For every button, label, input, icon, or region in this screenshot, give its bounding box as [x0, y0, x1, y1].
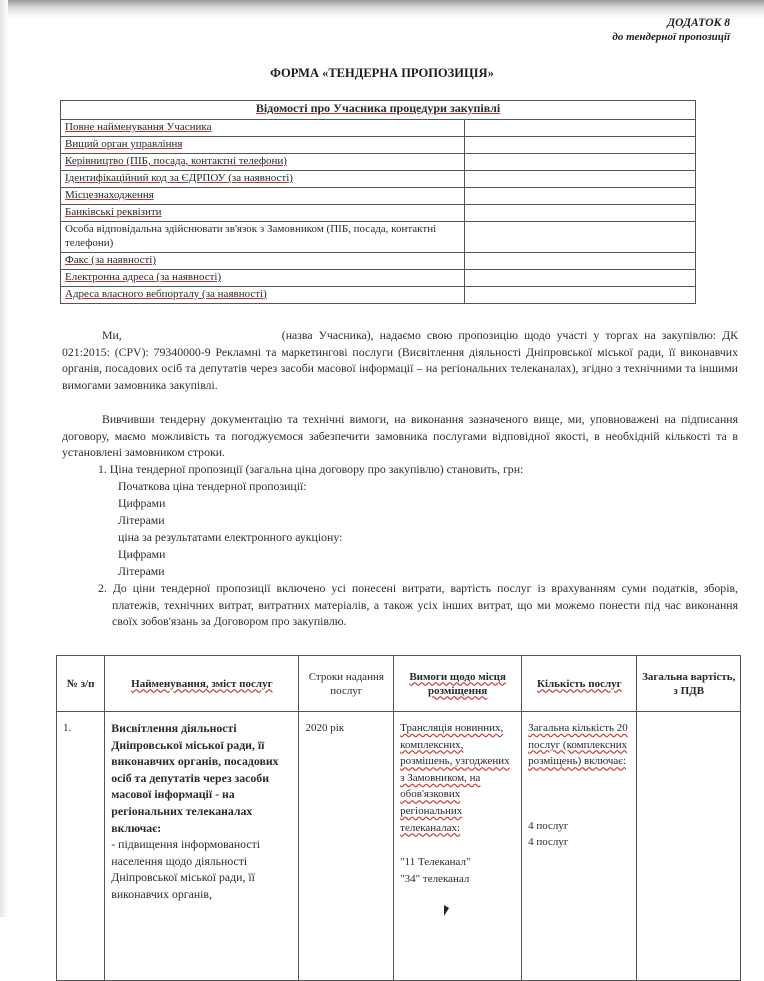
row-value[interactable]: [465, 137, 696, 154]
row-quantity-cell: [522, 712, 637, 981]
letters-label: Літерами: [118, 513, 165, 527]
row-label: Факс (за наявності): [65, 254, 157, 266]
services-table-header: [57, 656, 741, 712]
row-value[interactable]: [465, 171, 696, 188]
table-row: [61, 270, 696, 287]
table-row: [61, 154, 696, 171]
table-row: [61, 205, 696, 222]
price-item: 1. Ціна тендерної пропозиції (загальна ціна договору про закупівлю) становить, грн:: [98, 462, 524, 476]
annex-header: [612, 16, 730, 44]
digits-label: Цифрами: [118, 496, 166, 510]
row-placement-cell: [394, 712, 522, 981]
row-label: Банківські реквізити: [65, 206, 162, 218]
row-label: Адреса власного вебпорталу (за наявності): [65, 288, 267, 300]
row-number: 1.: [57, 712, 105, 981]
intro-text: (назва Учасника), надаємо свою пропозицію щодо участі у торгах на закупівлю: ДК 021:2015: (CPV): 79340000-9 Рекламні та маркетингові послуги (Висвітлення діяльності Дніпровської міської ради, її виконавчих органів, посадових осіб та депутатів через засоби масової інформації – на регіональних телеканалах), згідно з технічними та іншими вимогами замовника закупівлі.: [62, 328, 738, 392]
letters-label-2: Літерами: [118, 564, 165, 578]
channel-34: "34" телеканал: [400, 872, 470, 885]
table-row: [57, 712, 741, 981]
row-value[interactable]: [465, 154, 696, 171]
initial-price-label: Початкова ціна тендерної пропозиції:: [118, 479, 307, 493]
quantity-text: Загальна кількість 20 послуг (комплексних розміщень) включає:: [528, 722, 628, 768]
row-label: Особа відповідальна здійснювати зв'язок з Замовником (ПІБ, посада, контактні телефони): [65, 223, 437, 249]
service-name: Висвітлення діяльності Дніпровської міської ради, її виконавчих органів, посадових осіб та депутатів через засоби масової інформації - на регіональних телеканалах включає:: [111, 721, 279, 835]
placement-text: Трансляція новинних, комплексних, розмішень, узгоджених з Замовником, на обов'язкових регіональних телеканалах:: [400, 722, 510, 834]
digits-label-2: Цифрами: [118, 547, 166, 561]
quantity-11: 4 послуг: [528, 819, 569, 832]
intro-we: Ми,: [102, 328, 122, 342]
row-term: 2020 рік: [299, 712, 394, 981]
row-label: Повне найменування Учасника: [65, 121, 212, 133]
row-value[interactable]: [465, 270, 696, 287]
auction-price-label: ціна за результатами електронного аукціону:: [118, 530, 343, 544]
row-total[interactable]: [637, 712, 741, 981]
col-total: Загальна вартість, з ПДВ: [642, 670, 736, 697]
row-value[interactable]: [465, 253, 696, 270]
agreement-paragraph: Вивчивши тендерну документацію та технічні вимоги, на виконання зазначеного вище, ми, уповноважені на підписання договору, маємо можливість та погоджуємося забезпечити замовника послугами відповідної якості, в необхідній кількості та в установлені замовником строки.: [62, 412, 738, 460]
mouse-cursor-icon: [444, 905, 449, 916]
table-row: [61, 137, 696, 154]
annex-label: ДОДАТОК 8: [667, 17, 730, 29]
table-row: [61, 171, 696, 188]
col-number: № з/п: [57, 656, 105, 712]
row-label: Місцезнаходження: [65, 189, 154, 201]
participant-info-table: [60, 100, 696, 304]
row-value[interactable]: [465, 120, 696, 137]
table-row: [61, 120, 696, 137]
row-name-cell: [105, 712, 299, 981]
row-label: Керівництво (ПІБ, посада, контактні телефони): [65, 155, 287, 167]
quantity-34: 4 послуг: [528, 836, 569, 849]
row-label: Вищий орган управління: [65, 138, 183, 150]
table-row: [61, 253, 696, 270]
col-quantity: Кількість послуг: [536, 677, 622, 690]
service-description: - підвищення інформованості населення щодо діяльності Дніпровської міської ради, її виконавчих органів,: [111, 837, 260, 901]
channel-11: "11 Телеканал": [400, 856, 471, 869]
window-left-shadow: [0, 0, 8, 917]
annex-subtitle: до тендерної пропозиції: [612, 31, 730, 43]
row-value[interactable]: [465, 205, 696, 222]
col-name: Найменування, зміст послуг: [131, 677, 273, 690]
participant-table-title: Відомості про Учасника процедури закупівлі: [255, 101, 501, 115]
row-value[interactable]: [465, 188, 696, 205]
col-placement: Вимоги щодо місця розміщення: [409, 670, 506, 697]
intro-paragraph: [62, 327, 738, 393]
table-row: [61, 188, 696, 205]
table-row: [61, 287, 696, 304]
costs-item: 2. До ціни тендерної пропозиції включено усі понесені витрати, вартість послуг із врахуванням суми податків, зборів, платежів, технічних витрат, витратних матеріалів, а також усіх інших витрат, що ми можемо понести під час виконання своїх зобов'язань за Договором про закупівлю.: [98, 581, 738, 629]
participant-table-header: [61, 101, 696, 120]
row-label: Ідентифікаційний код за ЄДРПОУ (за наявності): [65, 172, 293, 184]
services-table: [56, 655, 741, 981]
row-value[interactable]: [465, 287, 696, 304]
table-row: [61, 222, 696, 253]
col-term: Строки надання послуг: [308, 670, 384, 697]
form-title: ФОРМА «ТЕНДЕРНА ПРОПОЗИЦІЯ»: [270, 66, 494, 80]
row-label: Електронна адреса (за наявності): [65, 271, 222, 283]
row-value[interactable]: [465, 222, 696, 253]
